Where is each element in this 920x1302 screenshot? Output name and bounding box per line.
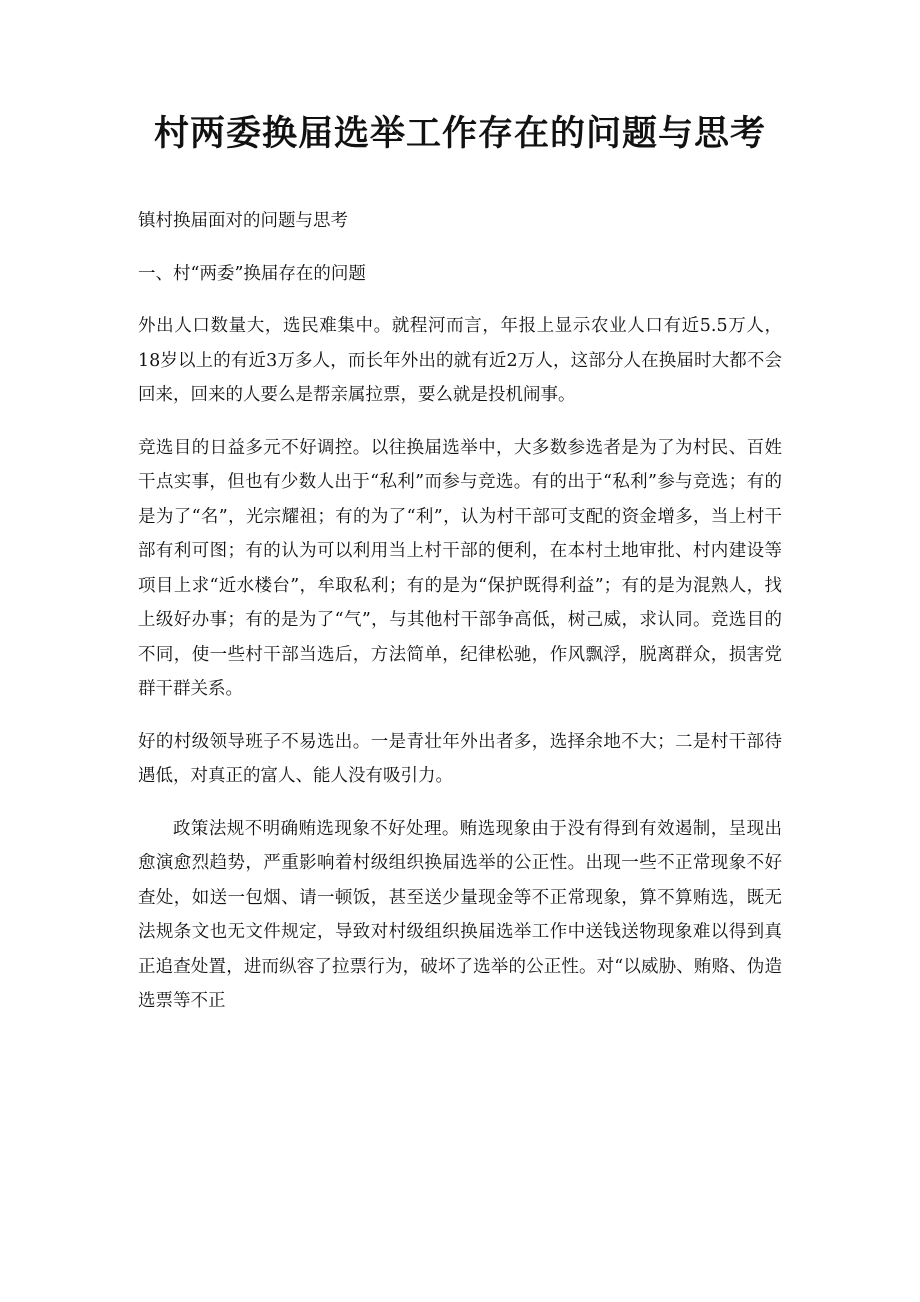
document-title: 村两委换届选举工作存在的问题与思考 bbox=[153, 113, 766, 154]
paragraph-leadership: 好的村级领导班子不易选出。一是青壮年外出者多，选择余地不大；二是村干部待遇低，对真正的富人、能人没有吸引力。 bbox=[138, 731, 782, 786]
section-heading: 一、村“两委”换届存在的问题 bbox=[138, 263, 366, 284]
document-subtitle: 镇村换届面对的问题与思考 bbox=[138, 211, 348, 231]
paragraph-bribery: 政策法规不明确贿选现象不好处理。贿选现象由于没有得到有效遏制，呈现出愈演愈烈趋势，严重影响着村级组织换届选举的公正性。出现一些不正常现象不好查处，如送一包烟、请一顿饭，甚至送少量现金等不正常现象，算不算贿选，既无法规条文也无文件规定，导致对村级组织换届选举工作中送钱送物现象难以得到真正追查处置，进而纵容了拉票行为，破坏了选举的公正性。对“以威胁、贿赂、伪造选票等不正 bbox=[138, 818, 782, 1011]
paragraph-population: 外出人口数量大，选民难集中。就程河而言，年报上显示农业人口有近5.5万人，18岁以上的有近3万多人，而长年外出的就有近2万人，这部分人在换届时大都不会回来，回来的人要么是帮亲属拉票，要么就是投机闹事。 bbox=[138, 316, 782, 405]
paragraph-motives: 竞选目的日益多元不好调控。以往换届选举中，大多数参选者是为了为村民、百姓干点实事，但也有少数人出于“私利”而参与竞选。有的出于“私利”参与竞选；有的是为了“名”，光宗耀祖；有的为了“利”，认为村干部可支配的资金增多，当上村干部有利可图；有的认为可以利用当上村干部的便利，在本村土地审批、村内建设等项目上求“近水楼台”，牟取私利；有的是为“保护既得利益”；有的是为混熟人，找上级好办事；有的是为了“气”，与其他村干部争高低，树己威，求认同。竞选目的不同，使一些村干部当选后，方法简单，纪律松驰，作风飘浮，脱离群众，损害党群干群关系。 bbox=[138, 437, 782, 699]
